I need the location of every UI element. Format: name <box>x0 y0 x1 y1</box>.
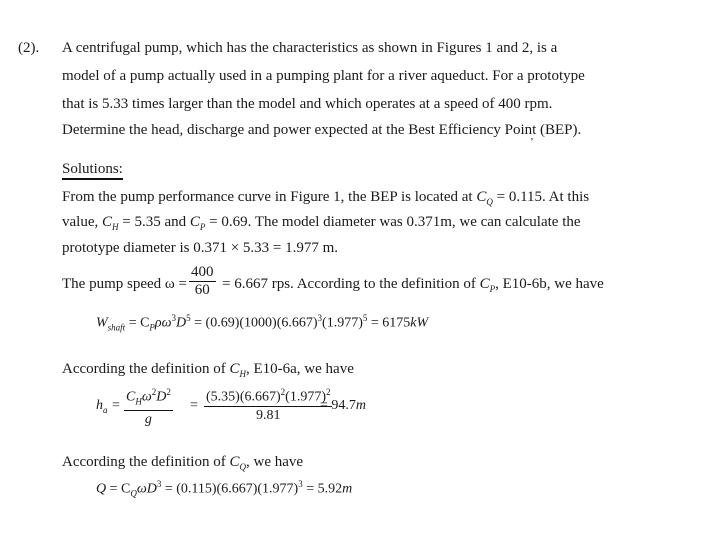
power-equation: $W_{shaft} = C_P\rho\omega^3D^5 = (0.69)(1000)(6.667)^3(1.977)^5 = 6175kW$ <box>96 313 429 333</box>
head-equation: $h_a$ = $C_H\omega^2D^2$ g = $\frac{(5.35)(6.667)^2(1.977)^2}{9.81}$ = 94.7m <box>96 384 416 428</box>
solutions-heading: Solutions: <box>62 161 123 178</box>
definition-ch-line: According the definition of $C_H$, E10-6a, we have <box>62 361 354 379</box>
solution-line-3: prototype diameter is 0.371 × 5.33 = 1.977 m. <box>62 240 339 256</box>
pump-speed-line: The pump speed ω = $\frac{400}{60}$ = 6.667 rps. According to the definition of $C_P$, E10-6b, we have <box>62 264 604 298</box>
head-fraction-numeric: $\frac{(5.35)(6.667)^2(1.977)^2}{9.81}$ <box>204 384 332 424</box>
stray-mark: ’ <box>530 136 534 148</box>
head-fraction-symbolic: $C_H\omega^2D^2$ g <box>124 384 173 428</box>
solution-line-2: value, $C_H = 5.35$ and $C_P = 0.69$. The model diameter was 0.371m, we can calculate the <box>62 214 581 232</box>
discharge-equation: $Q = C_Q\omega D^3 = (0.115)(6.667)(1.977)^3 = 5.92m$ <box>96 479 353 499</box>
speed-fraction: $\frac{400}{60}$ <box>191 264 214 298</box>
problem-line-1: A centrifugal pump, which has the characteristics as shown in Figures 1 and 2, is a <box>62 40 558 56</box>
definition-cq-line: According the definition of $C_Q$, we have <box>62 454 304 472</box>
solution-line-1: From the pump performance curve in Figure 1, the BEP is located at $C_Q = 0.115$. At this <box>62 189 590 207</box>
problem-line-3: that is 5.33 times larger than the model and which operates at a speed of 400 rpm. <box>62 96 553 112</box>
problem-line-4: Determine the head, discharge and power expected at the Best Efficiency Point (BEP). <box>62 122 582 138</box>
problem-line-2: model of a pump actually used in a pumping plant for a river aqueduct. For a prototype <box>62 68 585 84</box>
problem-number: (2). <box>18 40 40 56</box>
